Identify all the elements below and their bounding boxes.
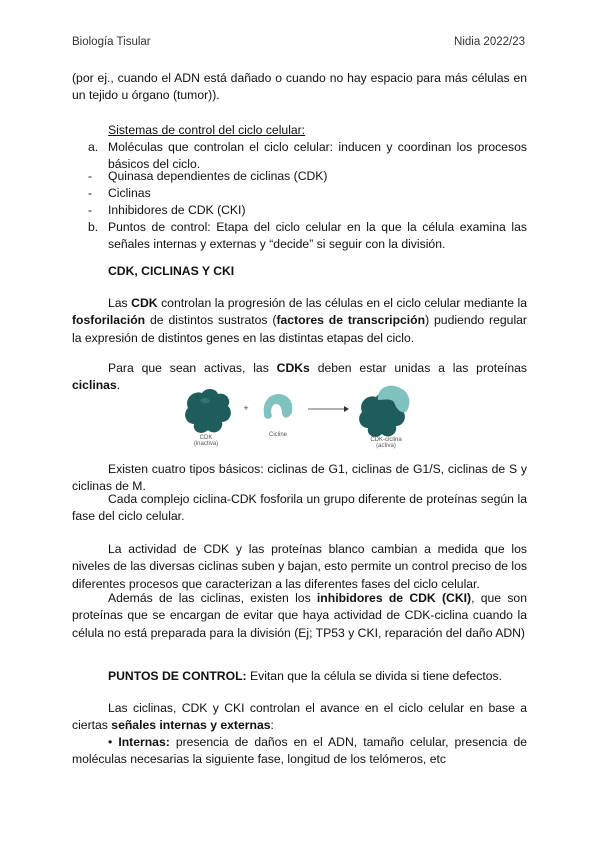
intro-paragraph: (por ej., cuando el ADN está dañado o cuando no hay espacio para más células en un tejido u órgano (tumor)).	[72, 71, 527, 103]
sub-item-marker: -	[88, 186, 93, 200]
section-title-control-points: PUNTOS DE CONTROL:	[108, 669, 247, 683]
control-points-line: PUNTOS DE CONTROL: Evitan que la célula se divida si tiene defectos.	[108, 669, 503, 683]
cycline-shape	[264, 394, 293, 419]
complex-state-label: (activa)	[376, 443, 396, 449]
cdk-paragraph-2: Para que sean activas, las CDKs deben estar unidas a las proteínas ciclinas.	[72, 361, 528, 393]
cdk-inactive-shape	[185, 389, 231, 433]
cdk-state-label: (inactiva)	[193, 441, 219, 447]
cycline-label: Cicline	[268, 432, 288, 438]
control-systems-title: Sistemas de control del ciclo celular:	[108, 123, 306, 137]
cdk-activity-paragraph: La actividad de CDK y las proteínas blanco cambian a medida que los niveles de las diversas ciclinas suben y bajan, esto permite un control preciso de los diferentes procesos que caracterizan a las diferentes fases del ciclo celular.	[72, 542, 527, 591]
header-course: Biología Tisular	[72, 36, 151, 48]
list-marker-b: b.	[88, 220, 99, 234]
sub-item-ciclinas: Ciclinas	[108, 186, 151, 200]
section-title-cdk: CDK, CICLINAS Y CKI	[108, 264, 235, 278]
cyclin-types-paragraph: Existen cuatro tipos básicos: ciclinas de G1, ciclinas de G1/S, ciclinas de S y ciclinas de M.	[72, 462, 527, 494]
cyclin-cdk-complex-paragraph: Cada complejo ciclina-CDK fosforila un grupo diferente de proteínas según la fase del ciclo celular.	[72, 492, 527, 524]
header-author: Nidia 2022/23	[454, 36, 525, 48]
sub-item-cki: Inhibidores de CDK (CKI)	[108, 203, 246, 217]
sub-item-marker: -	[88, 203, 93, 217]
list-item-b: Puntos de control: Etapa del ciclo celular en la que la célula examina las señales internas y externas y “decide” si seguir con la división.	[108, 220, 527, 252]
complex-label: CDK-ciclina	[370, 437, 402, 443]
cki-paragraph: Además de las ciclinas, existen los inhibidores de CDK (CKI), que son proteínas que se encargan de evitar que haya actividad de CDK-ciclina cuando la célula no está preparada para la división (Ej; TP53 y CKI, reparación del daño ADN)	[72, 591, 527, 640]
sub-item-marker: -	[88, 169, 93, 183]
reaction-arrow	[308, 406, 349, 412]
cdk-cycline-complex-shape	[359, 386, 409, 437]
plus-sign: +	[243, 403, 249, 413]
internal-signals-paragraph: • Internas: presencia de daños en el ADN, tamaño celular, presencia de moléculas necesarias la siguiente fase, longitud de los telómeros, etc	[72, 735, 527, 767]
cdk-cycline-figure	[178, 384, 428, 450]
list-item-a: Moléculas que controlan el ciclo celular: inducen y coordinan los procesos básicos del ciclo.	[108, 140, 527, 172]
control-signals-paragraph: Las ciclinas, CDK y CKI controlan el avance en el ciclo celular en base a ciertas señales internas y externas:	[72, 701, 527, 733]
cdk-paragraph-1: Las CDK controlan la progresión de las células en el ciclo celular mediante la fosforilación de distintos sustratos (factores de transcripción) pudiendo regular la expresión de distintos genes en las distintas etapas del ciclo.	[72, 296, 527, 345]
list-marker-a: a.	[88, 140, 99, 154]
sub-item-cdk: Quinasa dependientes de ciclinas (CDK)	[108, 169, 328, 183]
cdk-label: CDK	[199, 435, 213, 441]
